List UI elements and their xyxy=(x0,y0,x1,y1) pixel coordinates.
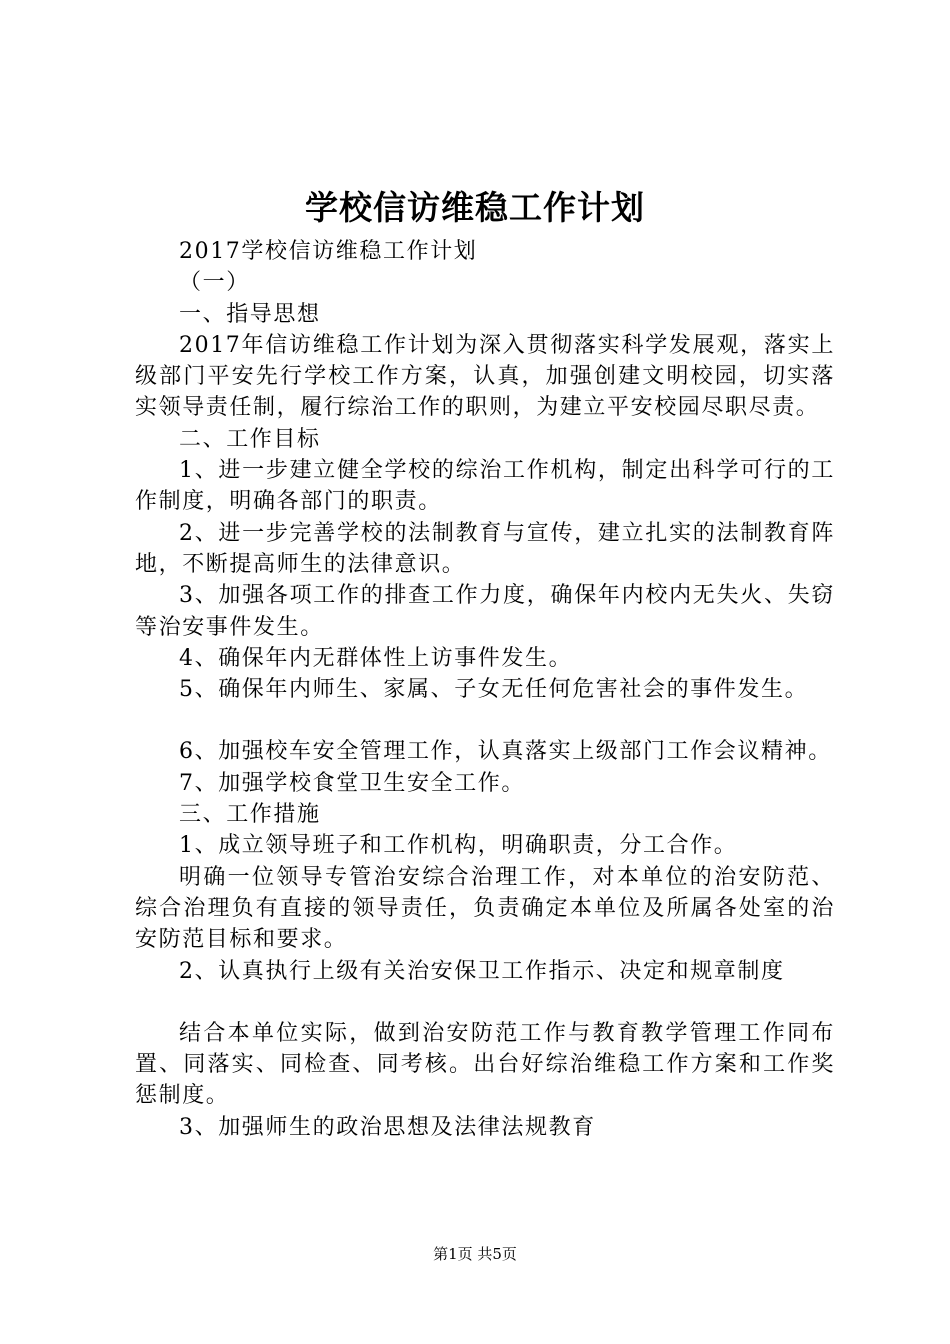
paragraph-goal-6: 6、加强校车安全管理工作，认真落实上级部门工作会议精神。 xyxy=(179,739,832,765)
paragraph-measure-2: 2、认真执行上级有关治安保卫工作指示、决定和规章制度 xyxy=(179,958,785,984)
paragraph-guiding-thought: 2017年信访维稳工作计划为深入贯彻落实科学发展观，落实上级部门平安先行学校工作方案，认真，加强创建文明校园，切实落实领导责任制，履行综治工作的职则，为建立平安校园尽职尽责。 xyxy=(135,332,835,421)
page-footer: 第1页 共5页 xyxy=(433,1245,517,1263)
paragraph-goal-2: 2、进一步完善学校的法制教育与宣传，建立扎实的法制教育阵地，不断提高师生的法律意识。 xyxy=(135,520,835,577)
paragraph-measure-3: 3、加强师生的政治思想及法律法规教育 xyxy=(179,1114,596,1140)
paragraph-measure-1-detail: 明确一位领导专管治安综合治理工作，对本单位的治安防范、综合治理负有直接的领导责任，负责确定本单位及所属各处室的治安防范目标和要求。 xyxy=(135,864,835,953)
paragraph-measure-2-detail: 结合本单位实际，做到治安防范工作与教育教学管理工作同布置、同落实、同检查、同考核。出台好综治维稳工作方案和工作奖惩制度。 xyxy=(135,1020,835,1109)
document-title: 学校信访维稳工作计划 xyxy=(305,188,645,227)
paragraph-goal-3: 3、加强各项工作的排查工作力度，确保年内校内无失火、失窃等治安事件发生。 xyxy=(135,583,835,640)
heading-guiding-thought: 一、指导思想 xyxy=(179,301,321,327)
paragraph-measure-1: 1、成立领导班子和工作机构，明确职责，分工合作。 xyxy=(179,833,738,859)
heading-work-measures: 三、工作措施 xyxy=(179,802,321,828)
paragraph-goal-4: 4、确保年内无群体性上访事件发生。 xyxy=(179,645,573,671)
paragraph-subtitle: 2017学校信访维稳工作计划 xyxy=(179,239,478,264)
paragraph-goal-7: 7、加强学校食堂卫生安全工作。 xyxy=(179,770,525,796)
paragraph-goal-1: 1、进一步建立健全学校的综治工作机构，制定出科学可行的工作制度，明确各部门的职责。 xyxy=(135,458,835,515)
paragraph-goal-5: 5、确保年内师生、家属、子女无任何危害社会的事件发生。 xyxy=(179,677,809,703)
heading-work-goals: 二、工作目标 xyxy=(179,426,321,452)
paragraph-section-number: （一） xyxy=(179,270,250,296)
document-body xyxy=(135,236,835,1143)
